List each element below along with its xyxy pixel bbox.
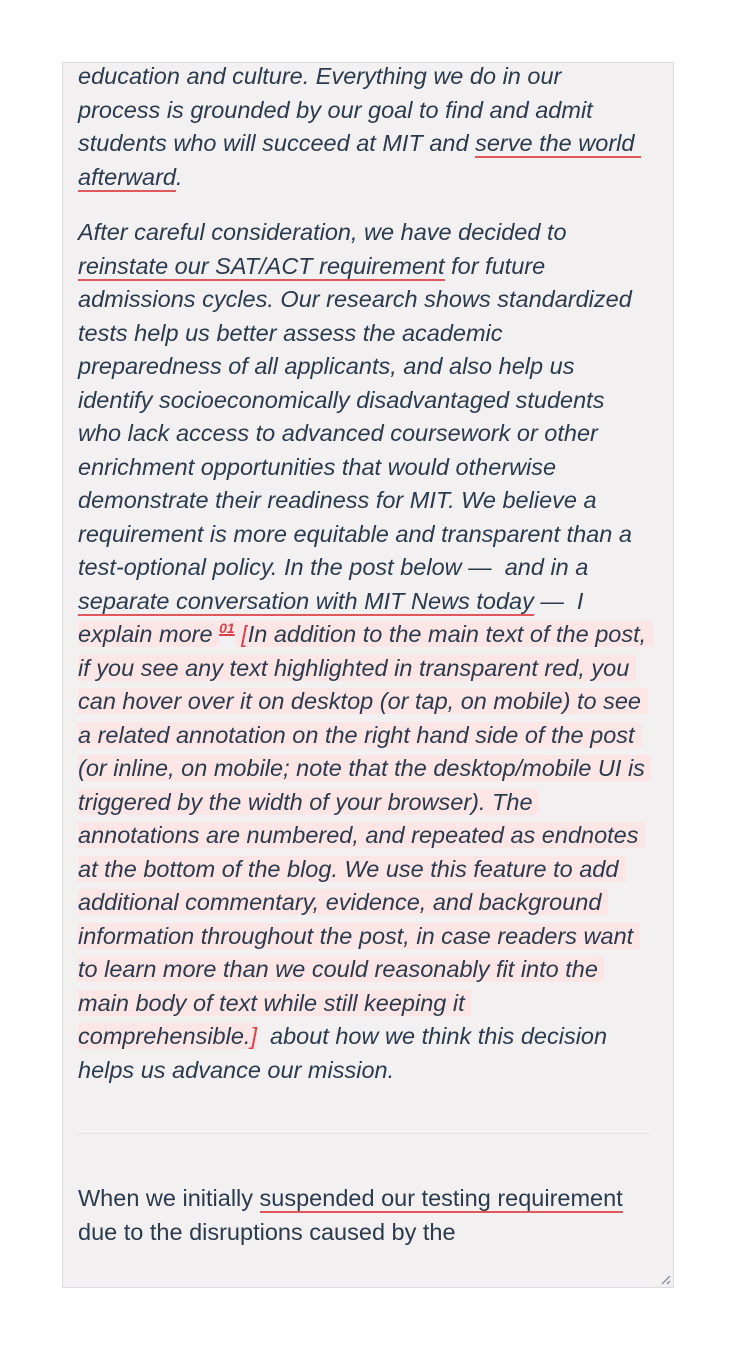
suspended-testing-link[interactable]: suspended our testing requirement [259,1185,623,1211]
post-paragraph-2 [78,216,653,1087]
annotation-number[interactable]: 01 [219,620,235,637]
resize-grip-icon[interactable] [656,1270,672,1286]
blog-post-content [63,62,673,1249]
annotation-bracket: ] [250,1023,257,1049]
blog-post-scroll-area[interactable] [62,62,674,1288]
annotation-highlight[interactable]: In addition to the main text of the post, if you see any text highlighted in transparent red, you can hover over it on desktop (or tap, on mobile) to see a related annotation on the right hand side of the post (or inline, on mobile; note that the desktop/mobile UI is triggered by the width of your browser). The annotations are numbered, and repeated as endnotes at the bottom of the blog. We use this feature to add additional commentary, evidence, and background information throughout the post, in case readers want to learn more than we could reasonably fit into the main body of text while still keeping it comprehensible. [78,621,653,1049]
body-text: After careful consideration, we have decided to [78,219,574,245]
body-text: about how we think this decision helps us advance our mission. [78,1023,614,1083]
body-text: due to the disruptions caused by the [78,1185,630,1245]
reinstate-requirement-link[interactable]: reinstate our SAT/ACT requirement [78,252,445,279]
post-paragraph-1 [78,62,649,194]
mit-news-conversation-link[interactable]: separate conversation with MIT News today [78,587,534,614]
body-text: — I [533,587,590,614]
post-paragraph-3 [78,1182,649,1249]
annotation-bracket: [ [241,621,248,647]
body-text: When we initially [78,1185,260,1211]
section-divider [78,1133,649,1134]
body-text: for future admissions cycles. Our research shows standardized tests help us better assess the academic preparedness of all applicants, and also help us identify socioeconomically disadvantaged students who lack access to advanced coursework or other enrichment opportunities that would otherwise demonstrate their readiness for MIT. We believe a requirement is more equitable and transparent than a test-optional policy. In the post below — and in a [78,252,639,580]
body-text: . [175,163,183,190]
serve-the-world-link[interactable]: serve the world afterward [78,130,641,190]
annotation-highlight[interactable]: explain more [78,621,220,647]
body-text: education and culture. Everything we do in our process is grounded by our goal to find and admit students who will succeed at MIT and [78,63,600,156]
